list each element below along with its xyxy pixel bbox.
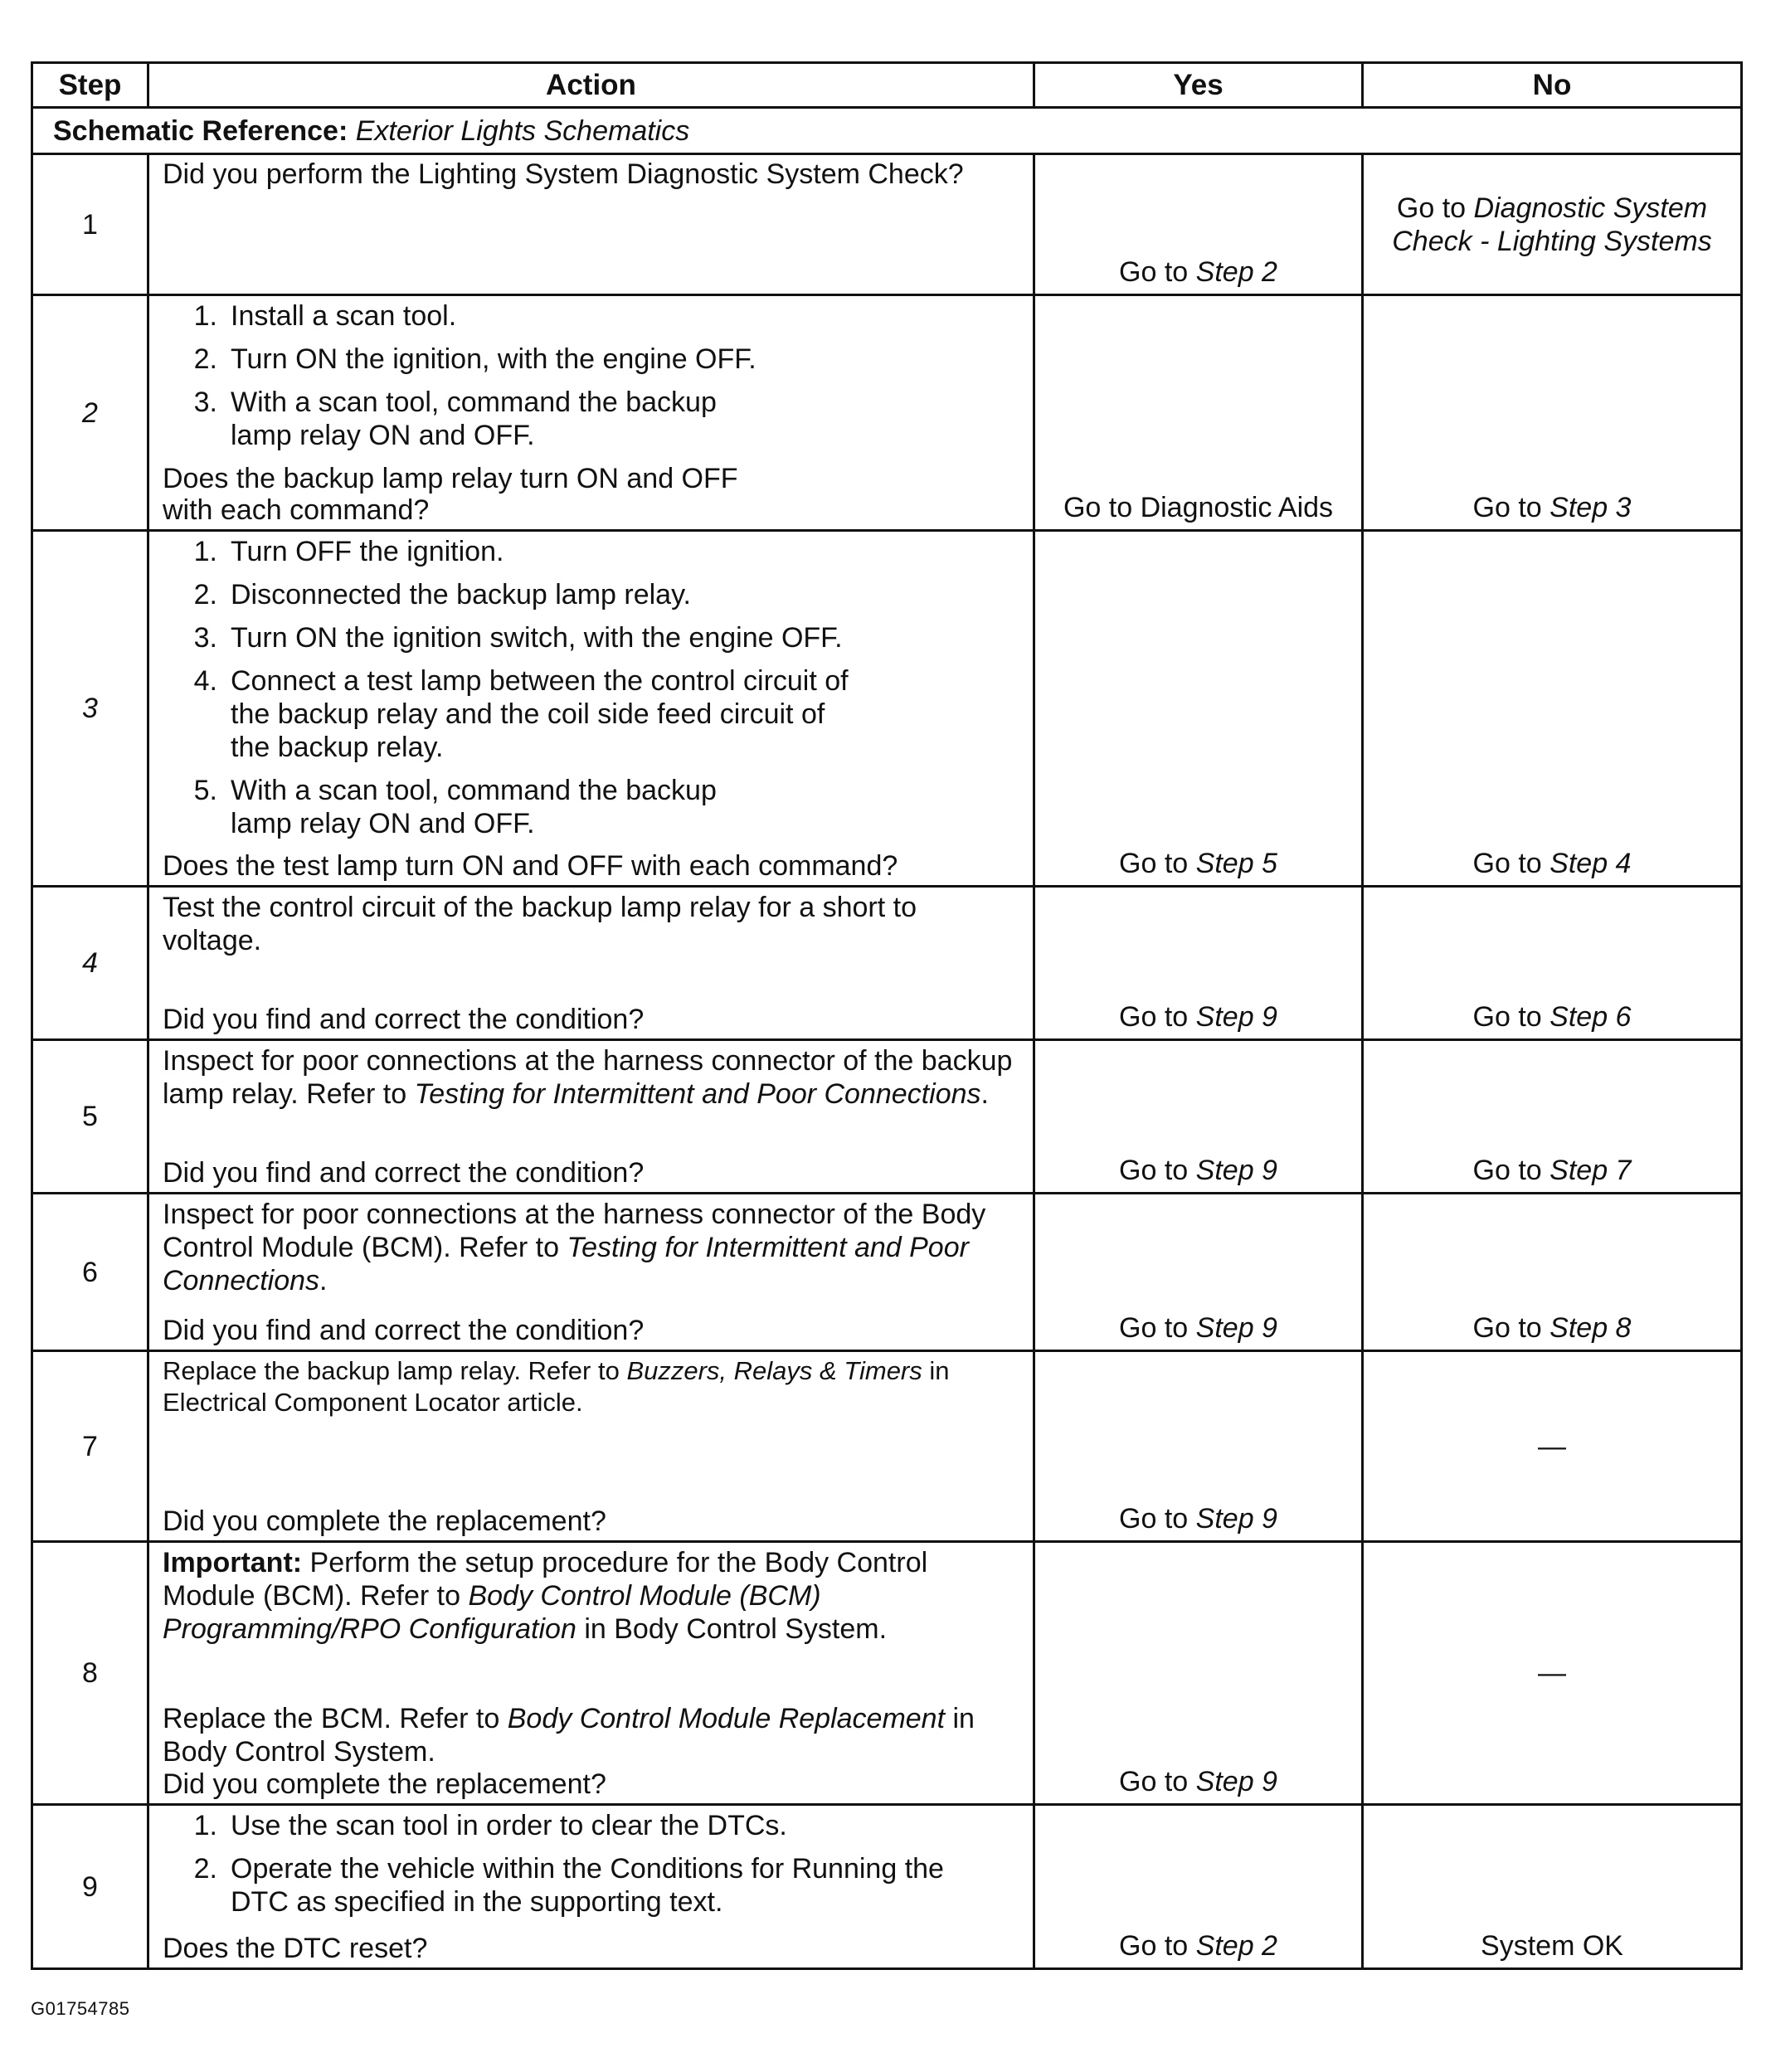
yes-prefix: Go to xyxy=(1119,1930,1189,1962)
header-step: Step xyxy=(32,63,148,108)
action-text: Test the control circuit of the backup lamp relay for a short to voltage. xyxy=(163,892,917,956)
no-prefix: Go to xyxy=(1396,192,1467,224)
no-prefix: Go to xyxy=(1472,1155,1542,1186)
header-action: Action xyxy=(148,63,1034,108)
action-cell xyxy=(148,887,1034,1040)
no-target-link[interactable]: Diagnostic System Check - Lighting Systems xyxy=(1392,192,1712,257)
yes-target-link[interactable]: Step 9 xyxy=(1195,1766,1277,1797)
step-number: 8 xyxy=(32,1542,148,1805)
no-prefix: Go to xyxy=(1472,1001,1542,1033)
list-item: 3. With a scan tool, command the backup lamp relay ON and OFF. xyxy=(193,387,717,451)
action-text: Replace the backup lamp relay. Refer to Buzzers, Relays & Timers in Electrical Component Locator article. xyxy=(163,1356,950,1417)
step-number: 1 xyxy=(32,154,148,295)
action-cell xyxy=(148,295,1034,531)
list-item: 4. Connect a test lamp between the control circuit of the backup relay and the coil side feed circuit of the backup relay. xyxy=(193,665,849,763)
no-target-link[interactable]: Step 7 xyxy=(1550,1155,1632,1186)
yes-prefix: Go to xyxy=(1119,1766,1189,1797)
no-dash: — xyxy=(1538,1657,1566,1689)
header-row xyxy=(32,63,1742,108)
action-text: Inspect for poor connections at the harness connector of the Body Control Module (BCM). Refer to Testing for Intermittent and Poor Connections. xyxy=(163,1199,986,1296)
action-cell xyxy=(148,1351,1034,1542)
reference-link[interactable]: Body Control Module (BCM) Programming/RPO Configuration xyxy=(163,1580,821,1645)
header-yes: Yes xyxy=(1034,63,1363,108)
reference-link[interactable]: Testing for Intermittent and Poor Connections xyxy=(163,1232,969,1296)
no-cell xyxy=(1363,1805,1742,1969)
list-item: 2. Operate the vehicle within the Conditions for Running the DTC as specified in the supporting text. xyxy=(193,1853,944,1918)
no-cell xyxy=(1363,1542,1742,1805)
no-cell xyxy=(1363,531,1742,887)
reference-link[interactable]: Buzzers, Relays & Timers xyxy=(626,1356,922,1385)
list-item: 1. Use the scan tool in order to clear the DTCs. xyxy=(193,1810,787,1841)
yes-target-link[interactable]: Step 9 xyxy=(1195,1312,1277,1344)
step-number: 9 xyxy=(32,1805,148,1969)
procedure-list xyxy=(163,299,1021,462)
step-number: 5 xyxy=(32,1040,148,1194)
list-item: 5. With a scan tool, command the backup lamp relay ON and OFF. xyxy=(193,775,717,839)
yes-cell xyxy=(1034,1040,1363,1194)
yes-cell xyxy=(1034,1805,1363,1969)
procedure-list xyxy=(163,1809,1021,1929)
yes-cell xyxy=(1034,887,1363,1040)
yes-cell xyxy=(1034,154,1363,295)
action-text: Replace the BCM. Refer to Body Control Module Replacement in Body Control System. xyxy=(163,1703,975,1768)
yes-prefix: Go to xyxy=(1119,1312,1189,1344)
step-number: 4 xyxy=(32,887,148,1040)
schematic-reference-row xyxy=(32,108,1742,154)
step-number: 6 xyxy=(32,1194,148,1351)
no-target-link[interactable]: Step 3 xyxy=(1550,492,1632,523)
table-row xyxy=(32,531,1742,887)
no-target-link[interactable]: Step 8 xyxy=(1550,1312,1632,1344)
diagnostic-table xyxy=(31,61,1743,1970)
yes-prefix: Go to xyxy=(1119,1001,1189,1033)
action-question: Does the test lamp turn ON and OFF with each command? xyxy=(163,850,898,882)
yes-cell xyxy=(1034,1542,1363,1805)
yes-target-link[interactable]: Step 9 xyxy=(1195,1155,1277,1186)
no-prefix: Go to xyxy=(1472,848,1542,879)
no-cell xyxy=(1363,1351,1742,1542)
figure-caption: G01754785 xyxy=(31,1998,130,2019)
schematic-reference xyxy=(32,108,1742,154)
yes-prefix: Go to xyxy=(1119,256,1189,288)
yes-target-link[interactable]: Step 2 xyxy=(1195,1930,1277,1962)
yes-cell xyxy=(1034,1194,1363,1351)
no-target-link[interactable]: Step 4 xyxy=(1550,848,1632,879)
no-prefix: Go to xyxy=(1472,492,1542,523)
action-question: Did you complete the replacement? xyxy=(163,1768,606,1800)
no-cell xyxy=(1363,154,1742,295)
yes-prefix: Go to xyxy=(1119,848,1189,879)
step-number: 7 xyxy=(32,1351,148,1542)
procedure-list xyxy=(163,535,1021,850)
diagnostic-table-sheet xyxy=(31,61,1740,1970)
action-question: Did you find and correct the condition? xyxy=(163,1004,645,1035)
action-text: Inspect for poor connections at the harness connector of the backup lamp relay. Refer to Testing for Intermittent and Poor Connections. xyxy=(163,1045,1013,1110)
action-question: Did you find and correct the condition? xyxy=(163,1315,645,1346)
no-prefix: Go to xyxy=(1472,1312,1542,1344)
yes-prefix: Go to xyxy=(1119,1503,1189,1535)
no-target-link[interactable]: Step 6 xyxy=(1550,1001,1632,1033)
table-row xyxy=(32,295,1742,531)
important-label: Important: xyxy=(163,1547,303,1578)
action-cell xyxy=(148,1805,1034,1969)
action-cell xyxy=(148,1040,1034,1194)
action-question: Did you find and correct the condition? xyxy=(163,1157,645,1189)
list-item: 3. Turn ON the ignition switch, with the engine OFF. xyxy=(193,622,843,654)
reference-link[interactable]: Body Control Module Replacement xyxy=(507,1703,946,1734)
header-no: No xyxy=(1363,63,1742,108)
action-question: Did you complete the replacement? xyxy=(163,1505,606,1537)
yes-target-link[interactable]: Step 5 xyxy=(1195,848,1277,879)
reference-link[interactable]: Testing for Intermittent and Poor Connections xyxy=(414,1078,981,1110)
list-item: 1. Install a scan tool. xyxy=(193,300,457,332)
yes-target-link[interactable]: Step 9 xyxy=(1195,1503,1277,1535)
yes-link[interactable]: Go to Diagnostic Aids xyxy=(1063,492,1334,523)
important-note: Important: Perform the setup procedure for the Body Control Module (BCM). Refer to Body Control Module (BCM) Programming/RPO Configuration in Body Control System. xyxy=(163,1547,928,1645)
table-row xyxy=(32,1542,1742,1805)
yes-target-link[interactable]: Step 9 xyxy=(1195,1001,1277,1033)
action-cell xyxy=(148,154,1034,295)
list-item: 2. Turn ON the ignition, with the engine OFF. xyxy=(193,343,757,375)
yes-cell xyxy=(1034,1351,1363,1542)
schematic-reference-value: Exterior Lights Schematics xyxy=(355,114,690,147)
action-cell xyxy=(148,1194,1034,1351)
no-cell xyxy=(1363,1040,1742,1194)
no-result: System OK xyxy=(1481,1930,1623,1962)
yes-cell xyxy=(1034,295,1363,531)
list-item: 2. Disconnected the backup lamp relay. xyxy=(193,579,692,610)
no-cell xyxy=(1363,887,1742,1040)
table-row xyxy=(32,1040,1742,1194)
step-number: 3 xyxy=(32,531,148,887)
action-question: Does the DTC reset? xyxy=(163,1933,428,1964)
yes-prefix: Go to xyxy=(1119,1155,1189,1186)
yes-target-link[interactable]: Step 2 xyxy=(1195,256,1277,288)
table-row xyxy=(32,887,1742,1040)
list-item: 1. Turn OFF the ignition. xyxy=(193,536,504,567)
no-cell xyxy=(1363,295,1742,531)
table-row xyxy=(32,1351,1742,1542)
action-question: Does the backup lamp relay turn ON and OFF with each command? xyxy=(163,463,738,526)
action-cell xyxy=(148,1542,1034,1805)
step-number: 2 xyxy=(32,295,148,531)
table-row xyxy=(32,1194,1742,1351)
no-cell xyxy=(1363,1194,1742,1351)
schematic-reference-label: Schematic Reference: xyxy=(53,114,348,147)
table-row xyxy=(32,1805,1742,1969)
table-row xyxy=(32,154,1742,295)
yes-cell xyxy=(1034,531,1363,887)
no-dash: — xyxy=(1538,1430,1566,1462)
action-cell xyxy=(148,531,1034,887)
action-question: Did you perform the Lighting System Diagnostic System Check? xyxy=(163,158,964,190)
